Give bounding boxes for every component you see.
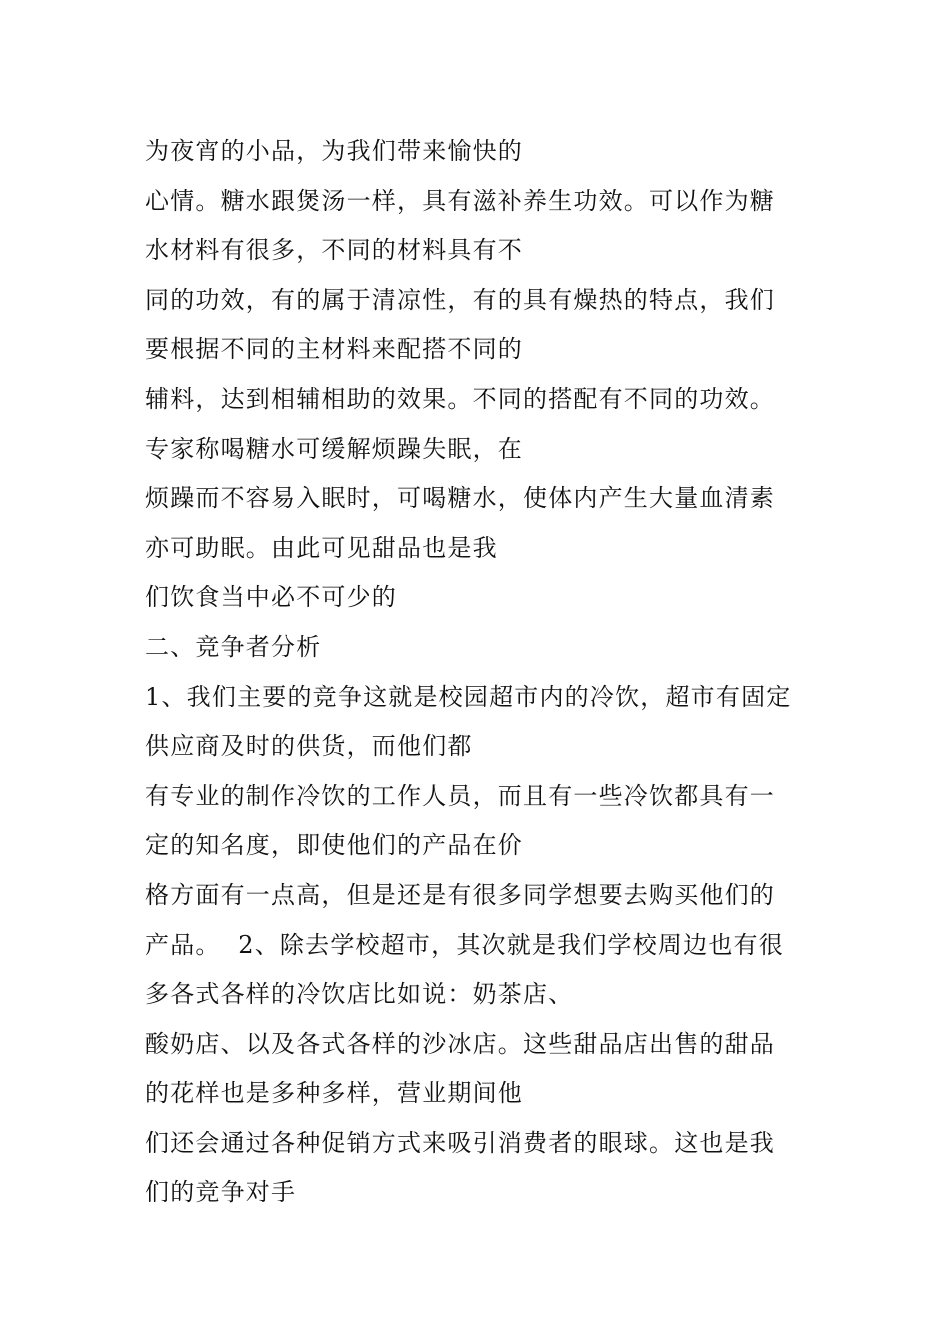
section-heading: 二、竞争者分析 [145,632,322,661]
text-line: 有专业的制作冷饮的工作人员，而且有一些冷饮都具有一 [145,781,775,810]
text-line: 的花样也是多种多样，营业期间他 [145,1079,523,1108]
text-line: 格方面有一点高，但是还是有很多同学想要去购买他们的 [145,880,775,909]
text-line: 产品。 2、除去学校超市，其次就是我们学校周边也有很 [145,930,784,959]
text-line: 多各式各样的冷饮店比如说：奶茶店、 [145,980,574,1009]
text-line: 们还会通过各种促销方式来吸引消费者的眼球。这也是我 [145,1128,775,1157]
document-body [145,127,810,1218]
text-line: 们饮食当中必不可少的 [145,583,397,612]
text-line: 辅料，达到相辅相助的效果。不同的搭配有不同的功效。 [145,384,775,413]
text-line: 1、我们主要的竞争这就是校园超市内的冷饮，超市有固定 [145,682,792,711]
text-line: 酸奶店、以及各式各样的沙冰店。这些甜品店出售的甜品 [145,1029,775,1058]
text-line: 为夜宵的小品，为我们带来愉快的 [145,137,523,165]
text-line: 心情。糖水跟煲汤一样，具有滋补养生功效。可以作为糖 [145,186,775,215]
text-line: 们的竞争对手 [145,1178,297,1207]
text-line: 水材料有很多，不同的材料具有不 [145,236,523,265]
text-line: 定的知名度，即使他们的产品在价 [145,831,523,860]
text-line: 供应商及时的供货，而他们都 [145,732,473,761]
text-line: 要根据不同的主材料来配搭不同的 [145,335,523,364]
text-line: 烦躁而不容易入眠时，可喝糖水，使体内产生大量血清素 [145,484,775,513]
text-line: 同的功效，有的属于清凉性，有的具有燥热的特点，我们 [145,285,775,314]
text-line: 亦可助眠。由此可见甜品也是我 [145,533,498,562]
text-line: 专家称喝糖水可缓解烦躁失眠，在 [145,434,523,463]
